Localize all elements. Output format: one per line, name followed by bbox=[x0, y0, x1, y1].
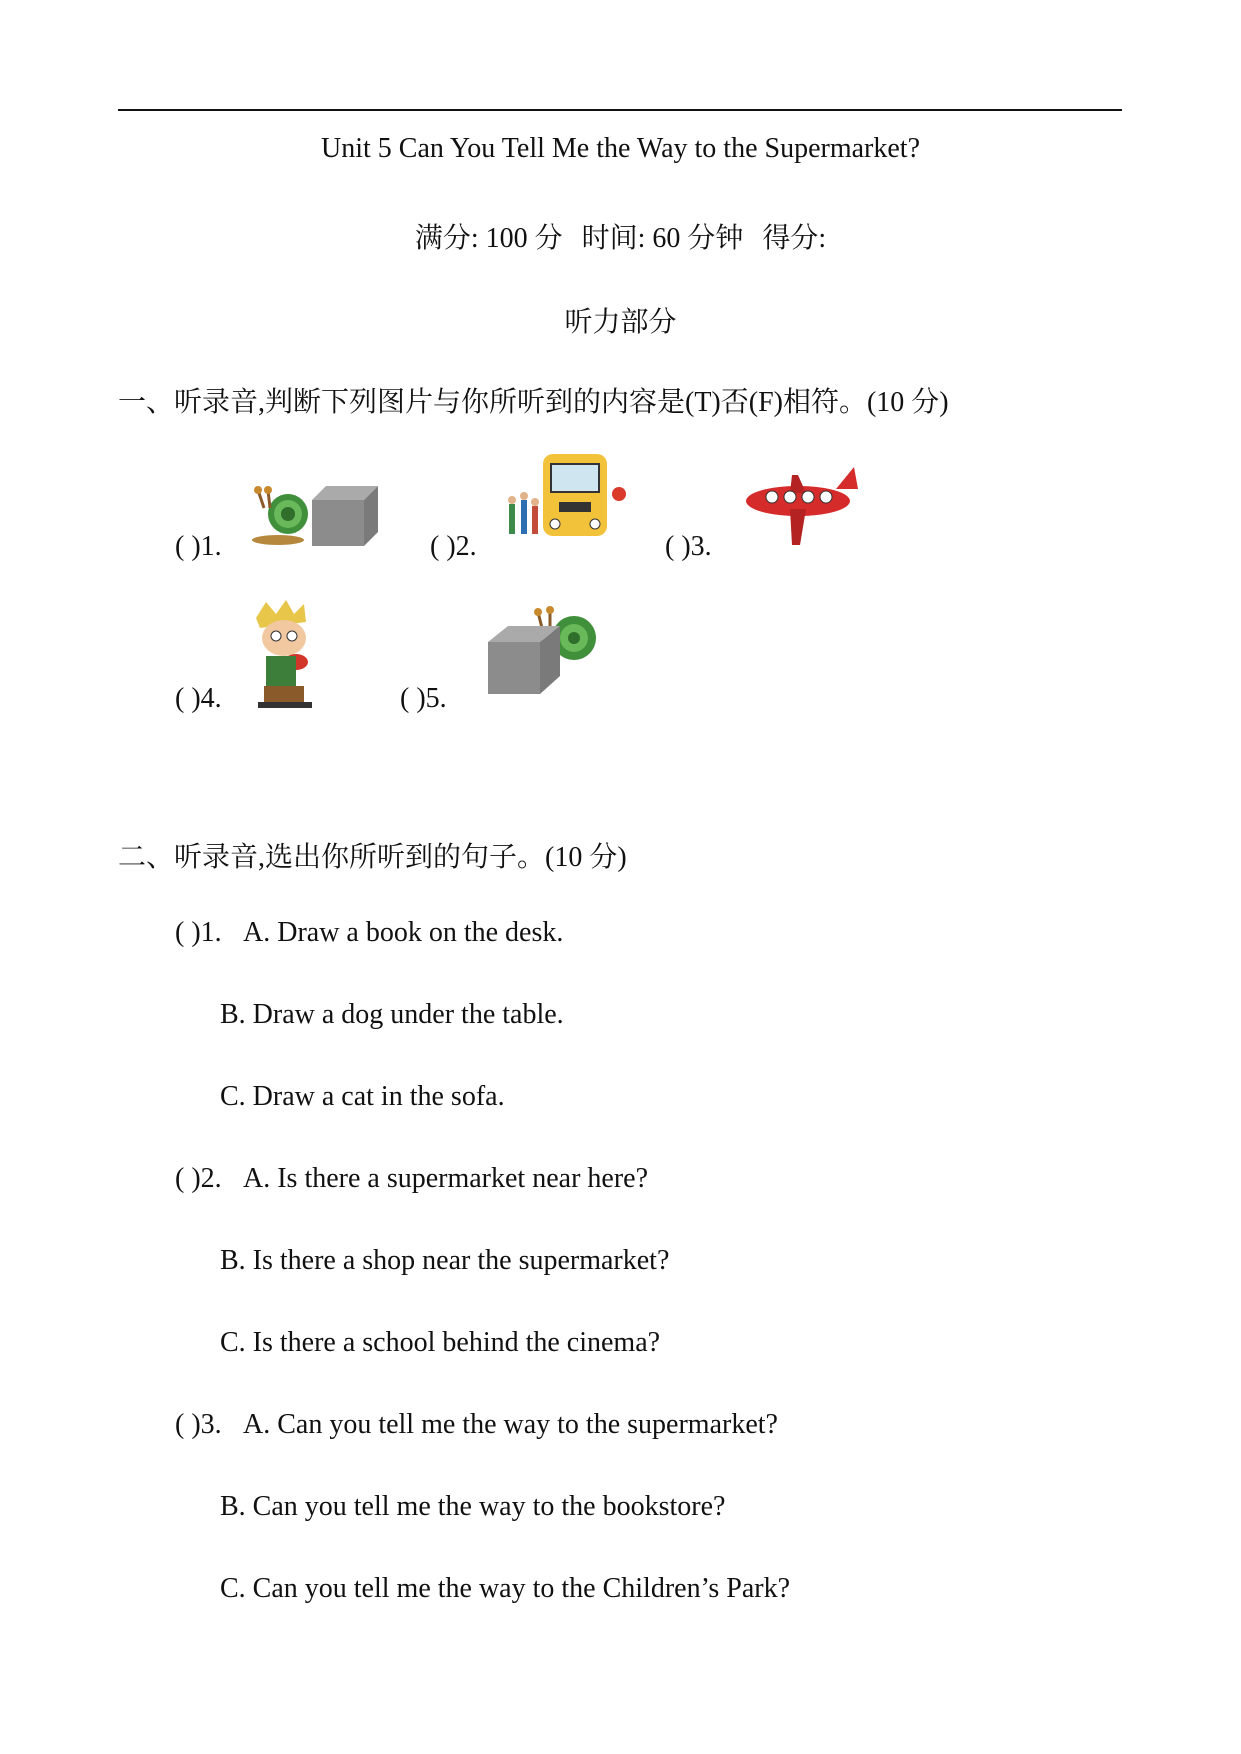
q3-option-b: B. Can you tell me the way to the bookstore? bbox=[220, 1491, 726, 1522]
page-title: Unit 5 Can You Tell Me the Way to the Supermarket? bbox=[320, 133, 920, 164]
q3-number: ( )3. bbox=[175, 1409, 222, 1440]
section1-heading: 一、听录音,判断下列图片与你所听到的内容是(T)否(F)相符。(10 分) bbox=[118, 387, 949, 418]
time-limit: 时间: 60 分钟 bbox=[581, 223, 744, 254]
item-3-label: ( )3. bbox=[665, 531, 712, 562]
q2-option-a: A. Is there a supermarket near here? bbox=[243, 1163, 649, 1194]
section2-heading: 二、听录音,选出你所听到的句子。(10 分) bbox=[118, 842, 627, 873]
box-snail-icon bbox=[486, 602, 604, 696]
item-4-label: ( )4. bbox=[175, 683, 222, 714]
item-2-label: ( )2. bbox=[430, 531, 477, 562]
top-rule bbox=[118, 109, 1122, 111]
item-1-label: ( )1. bbox=[175, 531, 222, 562]
snail-box-icon bbox=[248, 478, 384, 546]
q1-number: ( )1. bbox=[175, 917, 222, 948]
q1-option-c: C. Draw a cat in the sofa. bbox=[220, 1081, 505, 1112]
bus-icon bbox=[505, 448, 633, 544]
q3-option-c: C. Can you tell me the way to the Children’s Park? bbox=[220, 1573, 791, 1604]
q1-option-a: A. Draw a book on the desk. bbox=[243, 917, 564, 948]
boy-icon bbox=[246, 600, 324, 710]
q1-option-b: B. Draw a dog under the table. bbox=[220, 999, 564, 1030]
exam-meta bbox=[0, 216, 1241, 256]
score-field: 得分: bbox=[762, 223, 827, 254]
q2-option-c: C. Is there a school behind the cinema? bbox=[220, 1327, 661, 1358]
full-score: 满分: 100 分 bbox=[414, 223, 563, 254]
part-title: 听力部分 bbox=[564, 307, 677, 338]
q2-number: ( )2. bbox=[175, 1163, 222, 1194]
q2-option-b: B. Is there a shop near the supermarket? bbox=[220, 1245, 670, 1276]
item-5-label: ( )5. bbox=[400, 683, 447, 714]
q3-option-a: A. Can you tell me the way to the supermarket? bbox=[243, 1409, 778, 1440]
airplane-icon bbox=[740, 465, 860, 547]
